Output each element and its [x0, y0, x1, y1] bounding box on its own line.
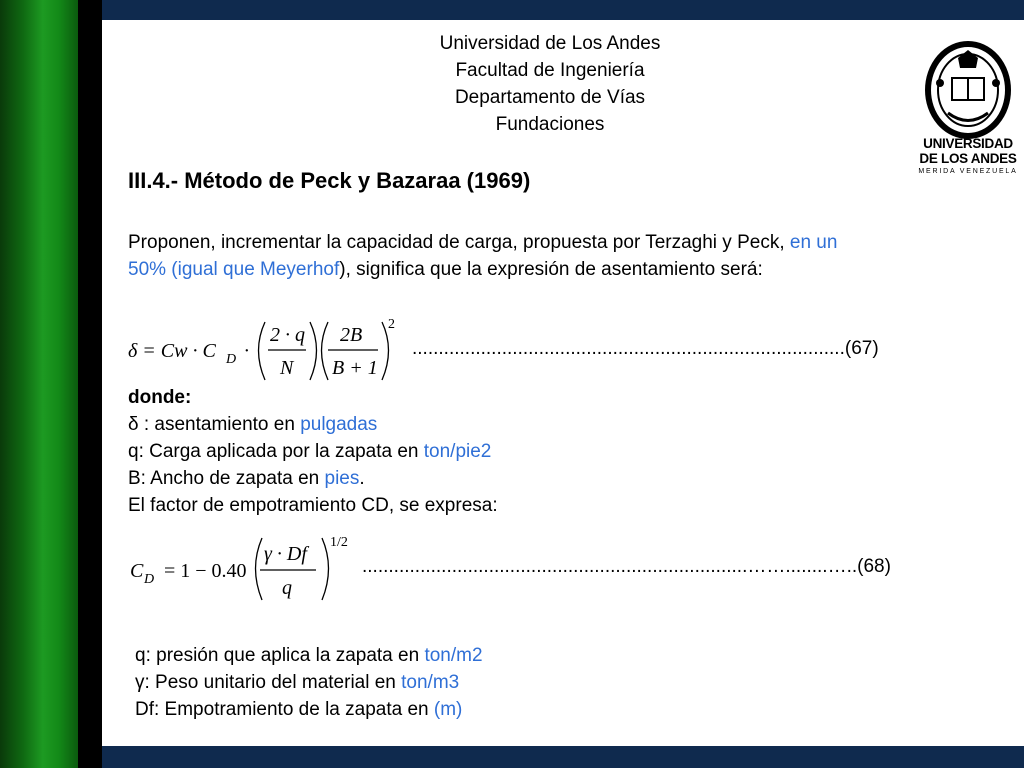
top-navy-strip [102, 0, 1024, 20]
equation-68 [120, 530, 370, 606]
eq68-mid: = 1 − 0.40 [164, 560, 247, 582]
eq67-frac1-den: N [280, 357, 294, 379]
left-green-bar [0, 0, 78, 768]
def-q: q: Carga aplicada por la zapata en ton/pie2 [128, 441, 492, 462]
intro-paragraph: Proponen, incrementar la capacidad de carga, propuesta por Terzaghi y Peck, en un 50% (igual que Meyerhof), significa que la expresión de asentamiento será: [128, 232, 838, 280]
slide-header [380, 30, 720, 138]
intro-highlight: en un 50% (igual que Meyerhof [128, 232, 838, 280]
eq68-lhs: C [130, 560, 144, 582]
eq67-exponent: 2 [388, 317, 395, 332]
eq67-lhs: δ = Cw · C [128, 340, 216, 362]
section-title: III.4.- Método de Peck y Bazaraa (1969) [128, 168, 531, 193]
eq68-frac-num: γ · Df [264, 543, 307, 565]
def2-q: q: presión que aplica la zapata en ton/m2 [135, 645, 483, 666]
bottom-navy-strip [102, 746, 1024, 768]
eq67-frac2-num: 2B [340, 324, 363, 346]
logo-city: MERIDA VENEZUELA [918, 168, 1018, 175]
header-course: Fundaciones [495, 114, 605, 135]
def2-df: Df: Empotramiento de la zapata en (m) [135, 699, 463, 720]
logo-wordmark: UNIVERSIDAD DE LOS ANDES [919, 136, 1017, 166]
definitions-block [128, 384, 888, 519]
eq67-frac2-den: B + 1 [332, 357, 378, 379]
eq67-leader-dots: ..................................................................................(67) [412, 338, 879, 359]
eq67-sub: D [226, 352, 237, 367]
eq68-sub: D [144, 572, 155, 587]
header-department: Departamento de Vías [454, 87, 646, 108]
eq68-leader-dots: .........................................................................……........…..(68) [362, 556, 891, 577]
definitions-block-2 [135, 642, 895, 723]
def-b: B: Ancho de zapata en pies. [128, 468, 365, 489]
def-delta: δ : asentamiento en pulgadas [128, 414, 378, 435]
svg-text:·: · [244, 340, 249, 362]
where-heading: donde: [128, 387, 192, 408]
equation-67 [120, 312, 420, 388]
left-black-bar [78, 0, 102, 768]
eq68-frac-den: q [282, 577, 292, 599]
def-cd: El factor de empotramiento CD, se expresa: [128, 495, 498, 516]
header-faculty: Facultad de Ingeniería [455, 60, 645, 81]
eq68-exponent: 1/2 [330, 535, 348, 550]
eq67-frac1-num: 2 · q [270, 324, 305, 346]
header-university: Universidad de Los Andes [439, 33, 661, 54]
def2-gamma: γ: Peso unitario del material en ton/m3 [135, 672, 460, 693]
